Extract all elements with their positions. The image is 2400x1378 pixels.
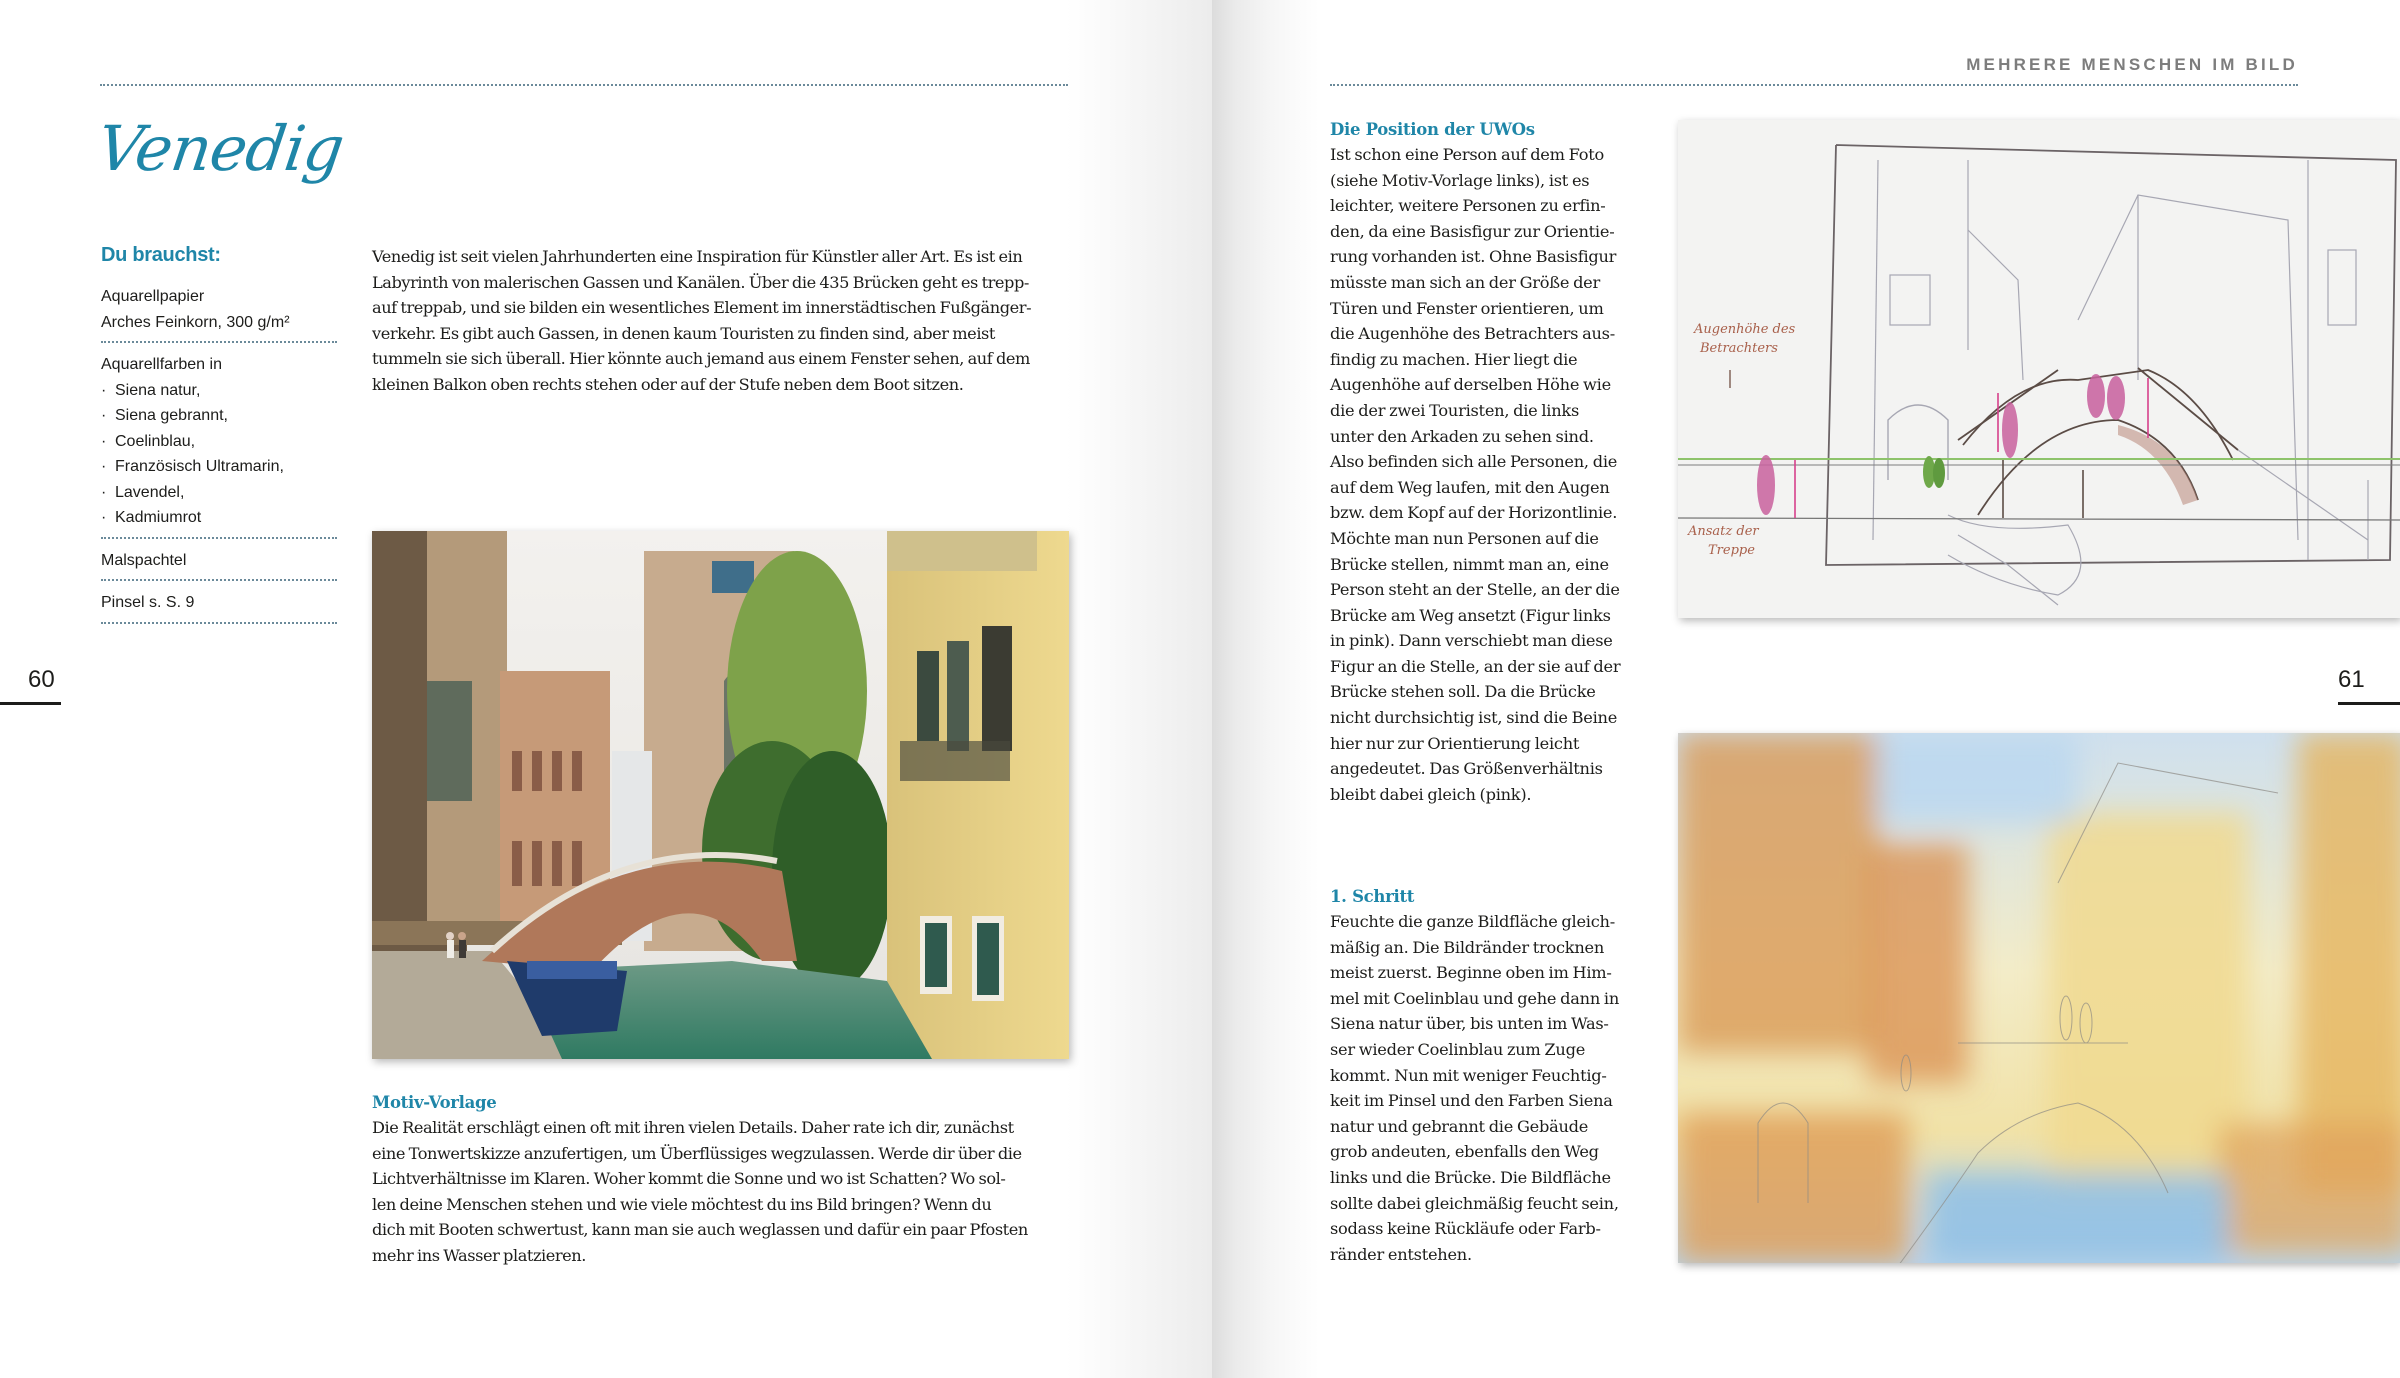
- intro-line: kleinen Balkon oben rechts stehen oder auf der Stufe neben dem Boot sitzen.: [372, 374, 964, 394]
- position-line: bleibt dabei gleich (pink).: [1330, 784, 1532, 804]
- intro-line: tummeln sie sich überall. Hier könnte auch jemand aus einem Fenster sehen, auf dem: [372, 349, 1030, 369]
- position-line: die Augenhöhe des Betrachters aus-: [1330, 324, 1615, 344]
- materials-bullet: · Französisch Ultramarin,: [101, 454, 337, 480]
- header-rule-left: [100, 84, 1068, 86]
- intro-line: verkehr. Es gibt auch Gassen, in denen kaum Touristen zu finden sind, aber meist: [372, 323, 995, 343]
- position-line: Brücke stellen, nimmt man an, eine: [1330, 554, 1609, 574]
- position-line: (siehe Motiv-Vorlage links), ist es: [1330, 170, 1590, 190]
- position-paragraph: [1330, 142, 1650, 807]
- step1-line: natur und gebrannt die Gebäude: [1330, 1116, 1589, 1136]
- step1-heading: 1. Schritt: [1330, 887, 1415, 906]
- motiv-line: Die Realität erschlägt einen oft mit ihren vielen Details. Daher rate ich dir, zunächst: [372, 1118, 1014, 1137]
- annotation-stairs-1: Ansatz der: [1688, 524, 1759, 539]
- position-heading: Die Position der UWOs: [1330, 120, 1535, 139]
- position-line: den, da eine Basisfigur zur Orientie-: [1330, 221, 1615, 241]
- intro-line: Venedig ist seit vielen Jahrhunderten eine Inspiration für Künstler aller Art. Es ist ein: [372, 247, 1023, 266]
- intro-line: Labyrinth von malerischen Gassen und Kanälen. Über die 435 Brücken geht es trepp-: [372, 272, 1029, 292]
- materials-group: [101, 587, 337, 624]
- watercolor-painting: [1678, 733, 2400, 1263]
- motiv-section: [372, 1090, 1082, 1269]
- step1-line: grob andeuten, ebenfalls den Weg: [1330, 1142, 1599, 1162]
- bullet-dash-icon: ·: [101, 432, 107, 450]
- position-line: Augenhöhe auf derselben Höhe wie: [1330, 375, 1611, 395]
- bullet-dash-icon: ·: [101, 483, 107, 501]
- page-number-left: 60: [28, 666, 55, 693]
- position-line: Türen und Fenster orientieren, um: [1330, 298, 1604, 318]
- position-line: Figur an die Stelle, an der sie auf der: [1330, 656, 1621, 676]
- position-line: Also befinden sich alle Personen, die: [1330, 452, 1618, 472]
- step1-line: sollte dabei gleichmäßig feucht sein,: [1330, 1193, 1619, 1213]
- step1-section: [1330, 884, 1650, 1267]
- position-line: leichter, weitere Personen zu erfin-: [1330, 196, 1606, 216]
- motiv-paragraph: [372, 1115, 1082, 1269]
- chapter-title: Venedig: [92, 112, 348, 185]
- motiv-line: Lichtverhältnisse im Klaren. Woher kommt die Sonne und wo ist Schatten? Wo sol-: [372, 1169, 1006, 1189]
- position-line: nicht durchsichtig ist, sind die Beine: [1330, 708, 1618, 728]
- step1-line: Siena natur über, bis unten im Was-: [1330, 1014, 1609, 1034]
- motiv-line: eine Tonwertskizze anzufertigen, um Überflüssiges wegzulassen. Werde dir über die: [372, 1143, 1022, 1163]
- materials-item: Aquarellfarben in: [101, 356, 222, 373]
- position-line: Ist schon eine Person auf dem Foto: [1330, 145, 1604, 164]
- position-line: rung vorhanden ist. Ohne Basisfigur: [1330, 247, 1617, 267]
- step1-line: kommt. Nun mit weniger Feuchtig-: [1330, 1065, 1607, 1085]
- page-number-rule-left: [0, 702, 61, 705]
- bullet-dash-icon: ·: [101, 458, 107, 475]
- annotation-eye-level-1: Augenhöhe des: [1694, 322, 1796, 337]
- materials-item: Aquarellpapier: [101, 288, 205, 305]
- venice-canal-photo: [372, 531, 1069, 1059]
- position-line: unter den Arkaden zu sehen sind.: [1330, 426, 1594, 446]
- materials-sidebar: [101, 244, 337, 630]
- intro-paragraph: [372, 244, 1072, 398]
- position-line: Möchte man nun Personen auf die: [1330, 528, 1599, 548]
- watercolor-step1: [1678, 733, 2400, 1263]
- materials-bullet: · Siena natur,: [101, 378, 337, 404]
- motiv-heading: Motiv-Vorlage: [372, 1093, 497, 1112]
- step1-line: keit im Pinsel und den Farben Siena: [1330, 1091, 1613, 1111]
- materials-group: [101, 545, 337, 582]
- step1-line: links und die Brücke. Die Bildfläche: [1330, 1167, 1611, 1187]
- materials-bullet: · Kadmiumrot: [101, 505, 337, 531]
- motiv-line: mehr ins Wasser platzieren.: [372, 1245, 586, 1265]
- materials-bullet: · Coelinblau,: [101, 429, 337, 455]
- position-line: Brücke stehen soll. Da die Brücke: [1330, 682, 1596, 702]
- step1-line: ser wieder Coelinblau zum Zuge: [1330, 1039, 1586, 1059]
- materials-item: Pinsel s. S. 9: [101, 594, 195, 611]
- step1-line: meist zuerst. Beginne oben im Him-: [1330, 963, 1612, 983]
- sketch-drawing: [1678, 120, 2400, 618]
- materials-bullet: · Lavendel,: [101, 480, 337, 506]
- header-rule-right: [1330, 84, 2298, 86]
- intro-line: auf treppab, und sie bilden ein wesentliches Element im innerstädtischen Fußgänger-: [372, 298, 1032, 318]
- materials-group: [101, 349, 337, 539]
- position-line: findig zu machen. Hier liegt die: [1330, 349, 1578, 369]
- position-line: angedeutet. Das Größenverhältnis: [1330, 759, 1603, 779]
- materials-bullet: · Siena gebrannt,: [101, 403, 337, 429]
- materials-group: [101, 281, 337, 343]
- position-line: Brücke am Weg ansetzt (Figur links: [1330, 605, 1611, 625]
- position-line: hier nur zur Orientierung leicht: [1330, 733, 1580, 753]
- position-line: Person steht an der Stelle, an der die: [1330, 580, 1620, 600]
- materials-item: Arches Feinkorn, 300 g/m²: [101, 313, 290, 331]
- position-line: in pink). Dann verschiebt man diese: [1330, 631, 1613, 651]
- position-section: [1330, 117, 1650, 807]
- position-line: bzw. dem Kopf auf der Horizontlinie.: [1330, 503, 1618, 523]
- step1-line: mäßig an. Die Bildränder trocknen: [1330, 937, 1605, 957]
- page-number-rule-right: [2338, 702, 2400, 705]
- materials-heading: Du brauchst:: [101, 244, 221, 266]
- step1-line: ränder entstehen.: [1330, 1244, 1472, 1264]
- bullet-dash-icon: ·: [101, 407, 107, 424]
- annotation-stairs-2: Treppe: [1708, 543, 1755, 558]
- step1-line: sodass keine Rückläufe oder Farb-: [1330, 1219, 1601, 1239]
- step1-line: mel mit Coelinblau und gehe dann in: [1330, 988, 1619, 1008]
- running-head: MEHRERE MENSCHEN IM BILD: [1966, 55, 2298, 74]
- step1-line: Feuchte die ganze Bildfläche gleich-: [1330, 912, 1615, 931]
- page-number-right: 61: [2338, 666, 2365, 693]
- step1-paragraph: [1330, 909, 1650, 1267]
- motiv-line: len deine Menschen stehen und wie viele möchtest du ins Bild bringen? Wenn du: [372, 1194, 992, 1214]
- motiv-line: dich mit Booten schwertust, kann man sie auch weglassen und dafür ein paar Pfosten: [372, 1220, 1028, 1240]
- bullet-dash-icon: ·: [101, 509, 107, 526]
- position-line: die der zwei Touristen, die links: [1330, 400, 1580, 420]
- photo-illustration: [372, 531, 1069, 1059]
- right-page: [1212, 0, 2400, 1378]
- bullet-dash-icon: ·: [101, 381, 107, 399]
- position-line: auf dem Weg laufen, mit den Augen: [1330, 477, 1610, 497]
- annotation-eye-level-2: Betrachters: [1700, 341, 1778, 356]
- perspective-sketch: [1678, 120, 2400, 618]
- position-line: müsste man sich an der Größe der: [1330, 272, 1600, 292]
- materials-item: Malspachtel: [101, 551, 187, 569]
